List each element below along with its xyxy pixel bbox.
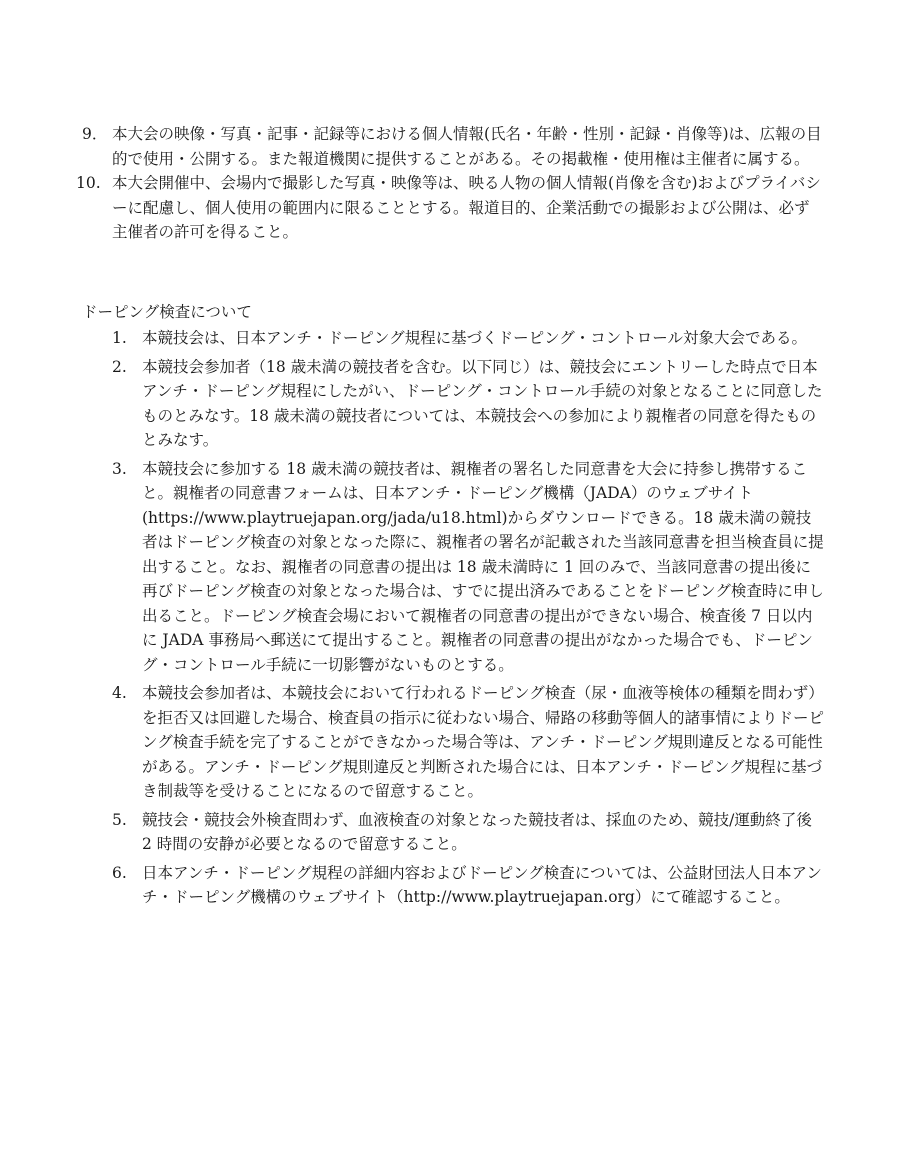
- doping-item-number: 6.: [112, 863, 127, 882]
- doping-item-number: 1.: [112, 329, 127, 347]
- doping-item-text: 本競技会参加者は、本競技会において行われるドーピング検査（尿・血液等検体の種類を問わず）を拒否又は回避した場合、検査員の指示に従わない場合、帰路の移動等個人的諸事情によりドーピング検査手続を完了することができなかった場合等は、アンチ・ドーピング規則違反となる可能性がある。アンチ・ドーピング規則違反と判断された場合には、日本アンチ・ドーピング規程に基づき制裁等を受けることになるので留意すること。: [142, 684, 825, 800]
- doping-item-6: [112, 861, 824, 910]
- doping-item-number: 5.: [112, 810, 127, 829]
- rule-item-10: [76, 171, 822, 245]
- rule-number: 9．: [82, 125, 108, 143]
- doping-rules-list: [112, 326, 824, 914]
- doping-item-text: 本競技会参加者（18 歳未満の競技者を含む。以下同じ）は、競技会にエントリーした時点で日本アンチ・ドーピング規程にしたがい、ドーピング・コントロール手続の対象となることに同意したものとみなす。18 歳未満の競技者については、本競技会への参加により親権者の同意を得たものとみなす。: [142, 357, 823, 449]
- doping-item-2: [112, 355, 824, 453]
- doping-item-number: 2.: [112, 357, 127, 376]
- rule-number: 10.: [76, 174, 101, 192]
- doping-item-text: 日本アンチ・ドーピング規程の詳細内容およびドーピング検査については、公益財団法人日本アンチ・ドーピング機構のウェブサイト（http://www.playtruejapan.org）にて確認すること。: [142, 863, 822, 906]
- rule-text: 本大会の映像・写真・記事・記録等における個人情報(氏名・年齢・性別・記録・肖像等)は、広報の目的で使用・公開する。また報道機関に提供することがある。その掲載権・使用権は主催者に属する。: [112, 125, 822, 168]
- doping-item-4: [112, 681, 824, 804]
- doping-item-text: 本競技会に参加する 18 歳未満の競技者は、親権者の署名した同意書を大会に持参し携帯すること。親権者の同意書フォームは、日本アンチ・ドーピング機構（JADA）のウェブサイト(https://www.playtruejapan.org/jada/u18.html)からダウンロードできる。18 歳未満の競技者はドーピング検査の対象となった際に、親権者の署名が記載された当該同意書を担当検査員に提出すること。なお、親権者の同意書の提出は 18 歳未満時に 1 回のみで、当該同意書の提出後に再びドーピング検査の対象となった場合は、すでに提出済みであることをドーピング検査時に申し出ること。ドーピング検査会場において親権者の同意書の提出ができない場合、検査後 7 日以内に JADA 事務局へ郵送にて提出すること。親権者の同意書の提出がなかった場合でも、ドーピング・コントロール手続に一切影響がないものとする。: [142, 459, 824, 674]
- doping-section-heading: ドーピング検査について: [82, 303, 252, 321]
- doping-item-text: 本競技会は、日本アンチ・ドーピング規程に基づくドーピング・コントロール対象大会である。: [142, 329, 807, 347]
- doping-item-text: 競技会・競技会外検査問わず、血液検査の対象となった競技者は、採血のため、競技/運動終了後 2 時間の安静が必要となるので留意すること。: [142, 810, 812, 853]
- doping-item-3: [112, 457, 824, 678]
- rule-item-9: [82, 122, 822, 171]
- doping-item-number: 3.: [112, 459, 127, 478]
- doping-item-number: 4.: [112, 684, 127, 702]
- rule-text: 本大会開催中、会場内で撮影した写真・映像等は、映る人物の個人情報(肖像を含む)およびプライバシーに配慮し、個人使用の範囲内に限ることとする。報道目的、企業活動での撮影および公開は、必ず主催者の許可を得ること。: [112, 174, 821, 241]
- doping-item-1: [112, 326, 824, 351]
- doping-item-5: [112, 808, 824, 857]
- general-rules-list: [76, 122, 822, 245]
